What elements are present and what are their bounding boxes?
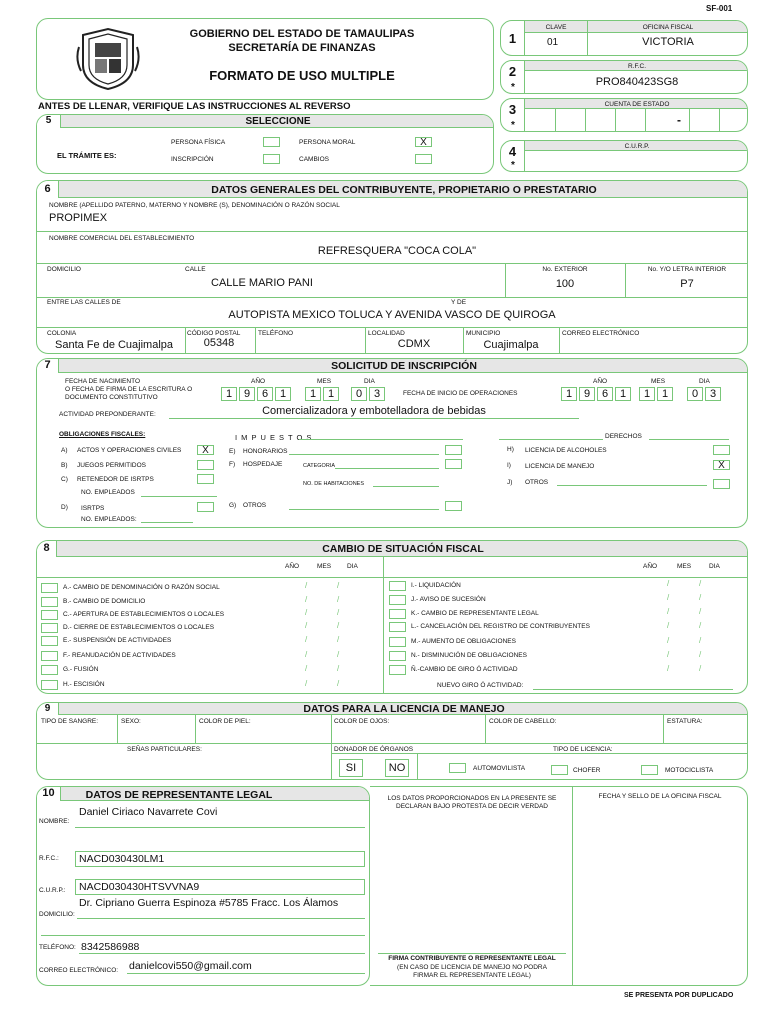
- section-10: [36, 786, 370, 986]
- inscripcion-label: INSCRIPCIÓN: [171, 156, 214, 163]
- fecha-nacimiento-label: FECHA DE NACIMIENTO: [65, 378, 141, 385]
- empleados-label: NO. EMPLEADOS: [81, 489, 135, 496]
- cabello-label: COLOR DE CABELLO:: [489, 718, 557, 725]
- change-b-label: B.- CAMBIO DE DOMICILIO: [63, 598, 146, 605]
- item-d-checkbox[interactable]: [197, 502, 214, 512]
- change-h-checkbox[interactable]: [41, 680, 58, 690]
- localidad-label: LOCALIDAD: [368, 330, 405, 337]
- oficina-label: OFICINA FISCAL: [642, 24, 694, 31]
- interior-value[interactable]: P7: [680, 278, 694, 290]
- entre-calles-label: ENTRE LAS CALLES DE: [47, 299, 121, 306]
- municipio-label: MUNICIPIO: [466, 330, 501, 337]
- oficina-value[interactable]: VICTORIA: [642, 36, 694, 48]
- inscripcion-checkbox[interactable]: [263, 154, 280, 164]
- inicio-anio-label: AÑO: [593, 378, 608, 385]
- calle-label: CALLE: [185, 266, 206, 273]
- rep-rfc-label: R.F.C.:: [39, 855, 59, 862]
- header-box: [36, 18, 494, 100]
- item-f-label: HOSPEDAJE: [243, 461, 283, 468]
- tipo-licencia-label: TIPO DE LICENCIA:: [553, 746, 613, 753]
- firma-label: FIRMA CONTRIBUYENTE O REPRESENTANTE LEGAL: [388, 955, 556, 962]
- box-1: [500, 20, 748, 56]
- categoria-label: CATEGORIA: [303, 463, 335, 469]
- change-k-checkbox[interactable]: [389, 609, 406, 619]
- y-de-label: Y DE: [451, 299, 467, 306]
- fecha-firma-label: O FECHA DE FIRMA DE LA ESCRITURA O: [65, 386, 193, 393]
- inicio-digit[interactable]: 3: [705, 387, 721, 401]
- nombre-label: NOMBRE (APELLIDO PATERNO, MATERNO Y NOMBRE (S), DENOMINACIÓN O RAZÓN SOCIAL: [49, 202, 340, 209]
- exterior-label: No. EXTERIOR: [542, 266, 588, 273]
- item-j-checkbox[interactable]: [713, 479, 730, 489]
- change-b-checkbox[interactable]: [41, 597, 58, 607]
- change-n-label: N.- DISMINUCIÓN DE OBLIGACIONES: [411, 652, 527, 659]
- item-c-letter: C): [61, 476, 68, 483]
- clave-value[interactable]: 01: [547, 37, 559, 48]
- section-6-number: 6: [37, 181, 59, 198]
- rep-domicilio-value[interactable]: Dr. Cipriano Guerra Espinoza #5785 Fracc. Los Álamos: [79, 897, 339, 909]
- sello-label: FECHA Y SELLO DE LA OFICINA FISCAL: [598, 793, 722, 800]
- change-f-label: F.- REANUDACIÓN DE ACTIVIDADES: [63, 652, 176, 659]
- box-4-number: 4: [501, 141, 525, 172]
- change-g-label: G.- FUSIÓN: [63, 666, 99, 673]
- item-e-checkbox[interactable]: [445, 445, 462, 455]
- automovilista-checkbox[interactable]: [449, 763, 466, 773]
- change-d-label: D.- CIERRE DE ESTABLECIMIENTOS O LOCALES: [63, 624, 215, 631]
- change-a-checkbox[interactable]: [41, 583, 58, 593]
- sangre-label: TIPO DE SANGRE:: [41, 718, 99, 725]
- obligaciones-label: OBLIGACIONES FISCALES:: [59, 431, 146, 438]
- motociclista-label: MOTOCICLISTA: [665, 767, 714, 774]
- item-i-checkbox[interactable]: X: [713, 460, 730, 470]
- actividad-label: ACTIVIDAD PREPONDERANTE:: [59, 411, 156, 418]
- change-i-checkbox[interactable]: [389, 581, 406, 591]
- telefono-label: TELÉFONO: [258, 330, 294, 337]
- inicio-operaciones-label: FECHA DE INICIO DE OPERACIONES: [403, 390, 518, 397]
- change-a-label: A.- CAMBIO DE DENOMINACIÓN O RAZÓN SOCIAL: [63, 584, 220, 591]
- change-enie-label: Ñ.-CAMBIO DE GIRO Ó ACTIVIDAD: [411, 666, 518, 673]
- cuenta-dash: -: [677, 113, 681, 127]
- rfc-value[interactable]: PRO840423SG8: [595, 76, 679, 88]
- government-name: GOBIERNO DEL ESTADO DE TAMAULIPAS: [189, 28, 415, 40]
- item-d-label: ISRTPS: [81, 505, 105, 512]
- section-8: 8 CAMBIO DE SITUACIÓN FISCAL AÑO MES DIA AÑO MES DIA A.- CAMBIO DE DENOMINACIÓN O RAZÓN SOCIAL B.- CAMBIO DE DOMICILIO C.- APERTURA DE ESTABLECIMIENTOS O LOCALES D.- CIERRE DE ESTABLECIMIENTOS O LOCALES E.- SUSPENSIÓN DE ACTIVIDADES F.- REANUDACIÓN DE ACTIVIDADES G.- FUSIÓN H.- ESCISIÓN I.- LIQUIDACIÓN J.- AVISO DE SUCESIÓN K.- CAMBIO DE REPRESENTANTE LEGAL L.- CANCELACIÓN DEL REGISTRO DE CONTRIBUYENTES M.- AUMENTO DE OBLIGACIONES N.- DISMINUCIÓN DE OBLIGACIONES Ñ.-CAMBIO DE GIRO Ó ACTIVIDAD NUEVO GIRO Ó ACTIVIDAD: / / / / / / / / / / / / / / / / / / / / / / / / / / / / / /: [36, 540, 748, 694]
- change-f-checkbox[interactable]: [41, 651, 58, 661]
- section-8-title: CAMBIO DE SITUACIÓN FISCAL: [322, 543, 484, 555]
- colonia-value[interactable]: Santa Fe de Cuajimalpa: [55, 339, 174, 351]
- inicio-digit[interactable]: 1: [639, 387, 655, 401]
- item-a-checkbox[interactable]: X: [197, 445, 214, 455]
- entre-calles-value[interactable]: AUTOPISTA MEXICO TOLUCA Y AVENIDA VASCO DE QUIROGA: [228, 309, 556, 321]
- cambios-checkbox[interactable]: [415, 154, 432, 164]
- tramite-label: EL TRÁMITE ES:: [57, 151, 117, 160]
- inicio-digit[interactable]: 1: [657, 387, 673, 401]
- instructions-note: ANTES DE LLENAR, VERIFIQUE LAS INSTRUCCIONES AL REVERSO: [38, 101, 351, 112]
- fecha-digit[interactable]: 1: [275, 387, 291, 401]
- item-b-checkbox[interactable]: [197, 460, 214, 470]
- signature-area: [370, 786, 748, 986]
- chofer-checkbox[interactable]: [551, 765, 568, 775]
- form-title: FORMATO DE USO MULTIPLE: [209, 68, 395, 83]
- inicio-digit[interactable]: 1: [615, 387, 631, 401]
- item-j-letter: J): [507, 479, 513, 486]
- inicio-digit[interactable]: 0: [687, 387, 703, 401]
- impuestos-label: I M P U E S T O S: [235, 433, 313, 442]
- fecha-digit[interactable]: 1: [305, 387, 321, 401]
- item-e-letter: E): [229, 448, 236, 455]
- change-n-checkbox[interactable]: [389, 651, 406, 661]
- item-d-letter: D): [61, 504, 68, 511]
- item-b-letter: B): [61, 462, 68, 469]
- fecha-digit[interactable]: 1: [221, 387, 237, 401]
- inicio-digit[interactable]: 6: [597, 387, 613, 401]
- curp-label: C.U.R.P.: [624, 143, 650, 150]
- donador-si-option[interactable]: SI: [339, 759, 363, 777]
- fecha-digit[interactable]: 6: [257, 387, 273, 401]
- item-a-label: ACTOS Y OPERACIONES CIVILES: [77, 447, 182, 454]
- change-d-checkbox[interactable]: [41, 623, 58, 633]
- inicio-digit[interactable]: 9: [579, 387, 595, 401]
- colonia-label: COLONIA: [47, 330, 77, 337]
- rep-correo-value[interactable]: danielcovi550@gmail.com: [129, 960, 252, 972]
- state-seal-icon: [75, 25, 141, 91]
- ojos-label: COLOR DE OJOS:: [334, 718, 390, 725]
- rep-telefono-value[interactable]: 8342586988: [81, 941, 140, 953]
- cp-value[interactable]: 05348: [203, 337, 235, 349]
- exterior-value[interactable]: 100: [555, 278, 575, 290]
- item-i-label: LICENCIA DE MANEJO: [525, 463, 595, 470]
- section-9: [36, 702, 748, 780]
- sexo-label: SEXO:: [121, 718, 141, 725]
- box-3-number: 3: [501, 99, 525, 132]
- change-enie-checkbox[interactable]: [389, 665, 406, 675]
- correo-label: CORREO ELECTRÓNICO: [562, 330, 640, 337]
- s8-right-anio: AÑO: [643, 563, 658, 570]
- s8-left-mes: MES: [317, 563, 332, 570]
- change-j-label: J.- AVISO DE SUCESIÓN: [411, 596, 486, 603]
- persona-moral-label: PERSONA MORAL: [299, 139, 356, 146]
- fecha-anio-label: AÑO: [251, 378, 266, 385]
- nuevo-giro-label: NUEVO GIRO Ó ACTIVIDAD:: [437, 682, 524, 689]
- change-l-label: L.- CANCELACIÓN DEL REGISTRO DE CONTRIBUYENTES: [411, 623, 590, 630]
- localidad-value[interactable]: CDMX: [397, 338, 431, 350]
- s8-right-dia: DIA: [709, 563, 720, 570]
- fecha-mes-label: MES: [317, 378, 332, 385]
- change-e-label: E.- SUSPENSIÓN DE ACTIVIDADES: [63, 637, 172, 644]
- item-f-checkbox[interactable]: [445, 459, 462, 469]
- actividad-value[interactable]: Comercializadora y embotelladora de bebidas: [262, 405, 486, 417]
- change-e-checkbox[interactable]: [41, 636, 58, 646]
- inicio-mes-label: MES: [651, 378, 666, 385]
- derechos-label: DERECHOS: [605, 433, 642, 440]
- motociclista-checkbox[interactable]: [641, 765, 658, 775]
- section-5: [36, 114, 494, 174]
- protesta-text-line1: LOS DATOS PROPORCIONADOS EN LA PRESENTE SE: [387, 795, 557, 802]
- required-star: *: [511, 160, 515, 171]
- item-g-letter: G): [229, 502, 237, 509]
- box-1-number: 1: [501, 21, 525, 56]
- fecha-digit[interactable]: 0: [351, 387, 367, 401]
- box-2-number: 2: [501, 61, 525, 94]
- cp-label: CÓDIGO POSTAL: [187, 330, 241, 337]
- box-4: [500, 140, 748, 172]
- persona-fisica-label: PERSONA FÍSICA: [171, 139, 226, 146]
- empleados2-label: NO. EMPLEADOS:: [81, 516, 137, 523]
- section-7-title: SOLICITUD DE INSCRIPCIÓN: [331, 360, 477, 372]
- change-i-label: I.- LIQUIDACIÓN: [411, 582, 461, 589]
- change-h-label: H.- ESCISIÓN: [63, 681, 105, 688]
- domicilio-label: DOMICILIO: [47, 266, 81, 273]
- s8-left-dia: DIA: [347, 563, 358, 570]
- change-g-checkbox[interactable]: [41, 665, 58, 675]
- interior-label: No. Y/O LETRA INTERIOR: [647, 266, 727, 273]
- section-7: [36, 358, 748, 528]
- rep-curp-value[interactable]: NACD030430HTSVVNA9: [75, 879, 365, 895]
- documento-label: DOCUMENTO CONSTITUTIVO: [65, 394, 158, 401]
- s8-left-anio: AÑO: [285, 563, 300, 570]
- change-k-label: K.- CAMBIO DE REPRESENTANTE LEGAL: [411, 610, 539, 617]
- change-c-label: C.- APERTURA DE ESTABLECIMIENTOS O LOCALES: [63, 611, 225, 618]
- firma-note-line2: FIRMAR EL REPRESENTANTE LEGAL): [413, 972, 531, 979]
- cuenta-label: CUENTA DE ESTADO: [604, 101, 670, 108]
- clave-label: CLAVE: [545, 24, 567, 31]
- secretariat-name: SECRETARÍA DE FINANZAS: [228, 42, 376, 54]
- section-7-number: 7: [37, 359, 59, 373]
- item-c-checkbox[interactable]: [197, 474, 214, 484]
- item-h-letter: H): [507, 446, 514, 453]
- persona-moral-checkbox[interactable]: X: [415, 137, 432, 147]
- rep-nombre-label: NOMBRE:: [39, 818, 70, 825]
- section-6: [36, 180, 748, 354]
- rep-nombre-value[interactable]: Daniel Ciriaco Navarrete Covi: [79, 806, 218, 818]
- item-e-label: HONORARIOS: [243, 448, 288, 455]
- rfc-label: R.F.C.: [627, 63, 647, 70]
- item-j-label: OTROS: [525, 479, 549, 486]
- persona-fisica-checkbox[interactable]: [263, 137, 280, 147]
- rep-rfc-value[interactable]: NACD030430LM1: [75, 851, 365, 867]
- fecha-digit[interactable]: 3: [369, 387, 385, 401]
- footer-duplicado: SE PRESENTA POR DUPLICADO: [624, 992, 734, 999]
- section-9-title: DATOS PARA LA LICENCIA DE MANEJO: [303, 703, 505, 715]
- estatura-label: ESTATURA:: [667, 718, 703, 725]
- box-2: [500, 60, 748, 94]
- item-b-label: JUEGOS PERMITIDOS: [77, 462, 146, 469]
- rep-curp-label: C.U.R.P.:: [39, 887, 66, 894]
- required-star: *: [511, 82, 515, 93]
- calle-value[interactable]: CALLE MARIO PANI: [211, 277, 313, 289]
- cambios-label: CAMBIOS: [299, 156, 329, 163]
- fecha-digit[interactable]: 9: [239, 387, 255, 401]
- change-c-checkbox[interactable]: [41, 610, 58, 620]
- form-code: SF-001: [706, 4, 733, 13]
- protesta-text-line2: DECLARAN BAJO PROTESTA DE DECIR VERDAD: [396, 803, 548, 810]
- firma-note-line1: (EN CASO DE LICENCIA DE MANEJO NO PODRA: [397, 964, 547, 971]
- rep-correo-label: CORREO ELECTRÓNICO:: [39, 967, 119, 974]
- change-l-checkbox[interactable]: [389, 622, 406, 632]
- donador-no-option[interactable]: NO: [385, 759, 409, 777]
- item-g-checkbox[interactable]: [445, 501, 462, 511]
- required-star: *: [511, 120, 515, 131]
- change-j-checkbox[interactable]: [389, 595, 406, 605]
- box-3: [500, 98, 748, 132]
- nombre-value[interactable]: PROPIMEX: [49, 212, 108, 224]
- inicio-digit[interactable]: 1: [561, 387, 577, 401]
- fecha-digit[interactable]: 1: [323, 387, 339, 401]
- rep-domicilio-label: DOMICILIO:: [39, 911, 75, 918]
- change-m-checkbox[interactable]: [389, 637, 406, 647]
- s8-right-mes: MES: [677, 563, 692, 570]
- habitaciones-label: NO. DE HABITACIONES: [303, 481, 365, 487]
- item-h-label: LICENCIA DE ALCOHOLES: [525, 447, 607, 454]
- section-6-title: DATOS GENERALES DEL CONTRIBUYENTE, PROPIETARIO O PRESTATARIO: [211, 184, 597, 196]
- section-5-number: 5: [37, 115, 61, 128]
- item-a-letter: A): [61, 447, 68, 454]
- item-c-label: RETENEDOR DE ISRTPS: [77, 476, 154, 483]
- item-g-label: OTROS: [243, 502, 267, 509]
- chofer-label: CHOFER: [573, 767, 601, 774]
- section-9-number: 9: [37, 703, 59, 715]
- section-5-title: SELECCIONE: [245, 116, 311, 127]
- fecha-dia-label: DIA: [364, 378, 375, 385]
- piel-label: COLOR DE PIEL:: [199, 718, 251, 725]
- comercial-label: NOMBRE COMERCIAL DEL ESTABLECIMIENTO: [49, 235, 195, 242]
- section-10-title: DATOS DE REPRESENTANTE LEGAL: [85, 789, 273, 801]
- inicio-dia-label: DIA: [699, 378, 710, 385]
- comercial-value[interactable]: REFRESQUERA "COCA COLA": [317, 245, 477, 257]
- item-i-letter: I): [507, 462, 511, 469]
- item-f-letter: F): [229, 461, 236, 468]
- municipio-value[interactable]: Cuajimalpa: [483, 339, 539, 351]
- change-m-label: M.- AUMENTO DE OBLIGACIONES: [411, 638, 516, 645]
- donador-label: DONADOR DE ÓRGANOS: [334, 746, 414, 753]
- rep-telefono-label: TELÉFONO:: [39, 944, 76, 951]
- senas-label: SEÑAS PARTICULARES:: [127, 746, 202, 753]
- section-10-number: 10: [37, 787, 61, 801]
- item-h-checkbox[interactable]: [713, 445, 730, 455]
- section-8-number: 8: [37, 541, 57, 557]
- automovilista-label: AUTOMOVILISTA: [473, 765, 526, 772]
